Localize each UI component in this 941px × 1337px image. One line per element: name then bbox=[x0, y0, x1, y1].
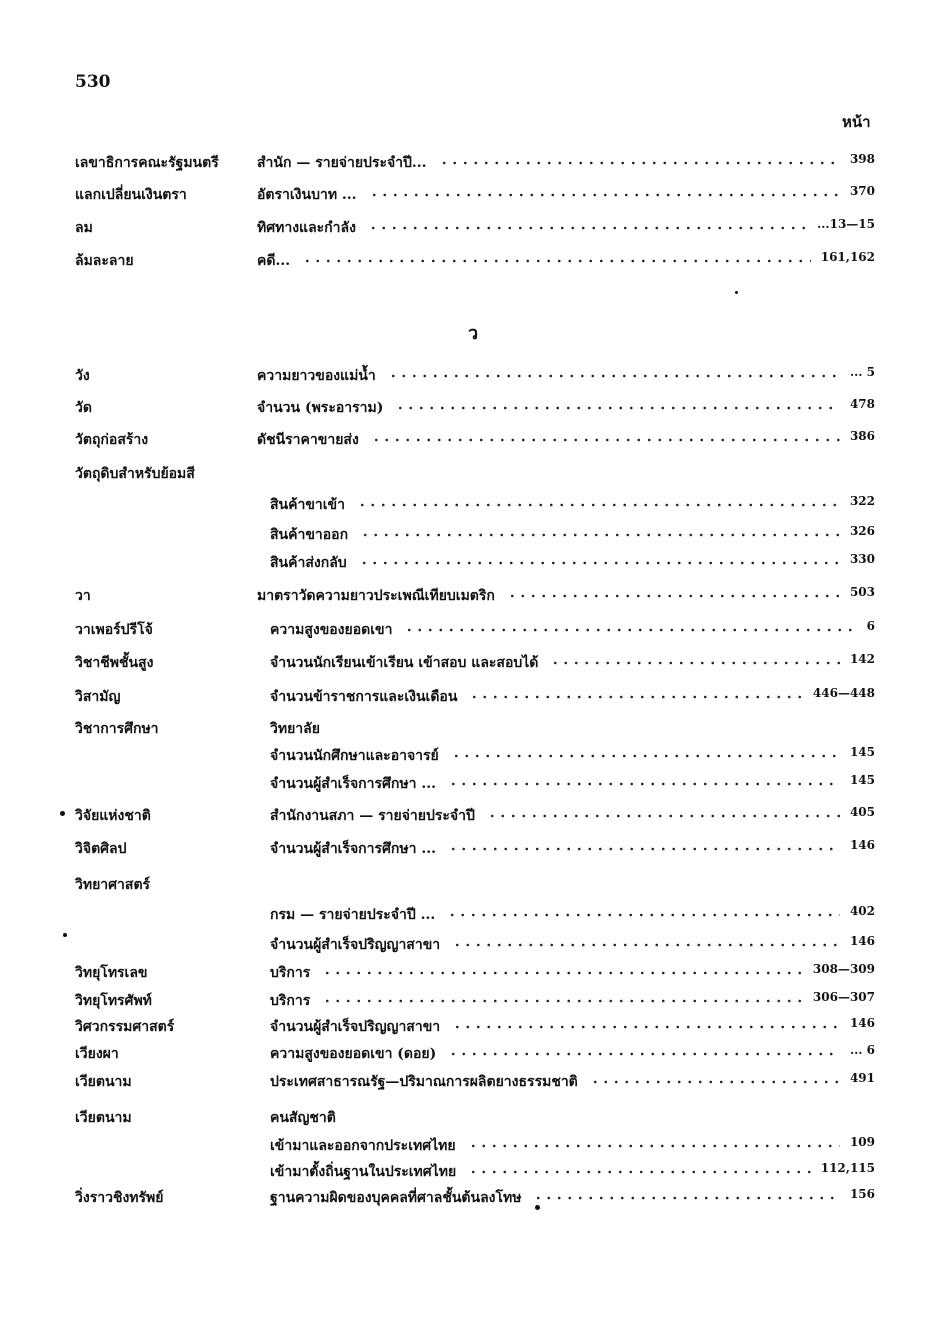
entry-page-ref: 142 bbox=[849, 652, 875, 666]
dot-leader bbox=[448, 847, 840, 851]
entry-page-ref: 402 bbox=[849, 904, 875, 918]
entry-page-ref: 326 bbox=[849, 524, 875, 538]
index-entry bbox=[0, 904, 941, 928]
dot-leader bbox=[590, 1080, 840, 1084]
dot-leader bbox=[360, 533, 840, 537]
index-entry bbox=[0, 1107, 941, 1131]
entry-term: เลขาธิการคณะรัฐมนตรี bbox=[75, 155, 219, 171]
entry-subheading: สำนักงานสภา — รายจ่ายประจำปี bbox=[270, 808, 475, 824]
entry-page-ref: 156 bbox=[849, 1187, 875, 1201]
entry-subheading: จำนวน (พระอาราม) bbox=[257, 400, 384, 416]
entry-subheading: จำนวนผู้สำเร็จปริญญาสาขา bbox=[270, 937, 441, 953]
dot-leader bbox=[322, 999, 803, 1003]
index-entry bbox=[0, 874, 941, 898]
index-entry bbox=[0, 250, 941, 274]
entry-page-ref: ... 6 bbox=[849, 1043, 875, 1057]
index-entry bbox=[0, 152, 941, 176]
entry-term: วิชาชีพชั้นสูง bbox=[75, 655, 154, 671]
dot-leader bbox=[507, 594, 840, 598]
index-entry bbox=[0, 552, 941, 576]
entry-subheading: จำนวนนักเรียนเข้าเรียน เข้าสอบ และสอบได้ bbox=[270, 655, 539, 671]
dot-leader bbox=[468, 1144, 840, 1148]
index-entry bbox=[0, 652, 941, 676]
entry-subheading: เข้ามาตั้งถิ่นฐานในประเทศไทย bbox=[270, 1164, 457, 1180]
entry-page-ref: 146 bbox=[849, 1016, 875, 1030]
index-entry bbox=[0, 217, 941, 241]
dot-leader bbox=[302, 259, 811, 263]
index-entry bbox=[0, 619, 941, 643]
entry-page-ref: ... 5 bbox=[849, 365, 875, 379]
page-number: 530 bbox=[75, 72, 111, 92]
entry-page-ref: 405 bbox=[849, 805, 875, 819]
dot-leader bbox=[487, 814, 840, 818]
entry-page-ref: 112,115 bbox=[820, 1161, 875, 1175]
index-entry bbox=[0, 1043, 941, 1067]
entry-subheading: สินค้าขาเข้า bbox=[270, 497, 345, 513]
entry-page-ref: 370 bbox=[849, 184, 875, 198]
index-entry bbox=[0, 1016, 941, 1040]
entry-subheading: จำนวนนักศึกษาและอาจารย์ bbox=[270, 748, 439, 764]
speck-mark bbox=[735, 291, 738, 294]
index-entry bbox=[0, 365, 941, 389]
index-entry bbox=[0, 990, 941, 1014]
entry-subheading: คนสัญชาติ bbox=[270, 1110, 336, 1126]
entry-page-ref: 161,162 bbox=[820, 250, 875, 264]
index-entry bbox=[0, 429, 941, 453]
entry-subheading: สินค้าขาออก bbox=[270, 527, 349, 543]
bullet-mark bbox=[60, 811, 65, 816]
entry-subheading: จำนวนข้าราชการและเงินเดือน bbox=[270, 689, 458, 705]
entry-subheading: ความยาวของแม่น้ำ bbox=[257, 368, 376, 384]
entry-subheading: มาตราวัดความยาวประเพณีเทียบเมตริก bbox=[257, 588, 495, 604]
index-entry bbox=[0, 1071, 941, 1095]
dot-leader bbox=[533, 1196, 840, 1200]
dot-leader bbox=[468, 1170, 811, 1174]
entry-term: วิจิตศิลป bbox=[75, 841, 127, 857]
entry-term: วิจัยแห่งชาติ bbox=[75, 808, 151, 824]
dot-leader bbox=[448, 1052, 840, 1056]
entry-page-ref: 308—309 bbox=[812, 962, 875, 976]
entry-subheading: จำนวนผู้สำเร็จการศึกษา ... bbox=[270, 776, 436, 792]
entry-term: เวียตนาม bbox=[75, 1110, 132, 1126]
index-entry bbox=[0, 773, 941, 797]
entry-term: วิ่งราวชิงทรัพย์ bbox=[75, 1190, 164, 1206]
dot-leader bbox=[369, 193, 840, 197]
entry-page-ref: 146 bbox=[849, 838, 875, 852]
entry-page-ref: 6 bbox=[866, 619, 875, 633]
entry-subheading: วิทยาลัย bbox=[270, 721, 320, 737]
entry-term: วัตถุดิบสำหรับย้อมสี bbox=[75, 466, 195, 482]
index-entry bbox=[0, 805, 941, 829]
index-entry bbox=[0, 934, 941, 958]
entry-subheading: ความสูงของยอดเขา (ดอย) bbox=[270, 1046, 437, 1062]
dot-leader bbox=[452, 1025, 840, 1029]
entry-page-ref: 146 bbox=[849, 934, 875, 948]
entry-page-ref: 386 bbox=[849, 429, 875, 443]
entry-term: วัง bbox=[75, 368, 90, 384]
index-entry bbox=[0, 463, 941, 487]
entry-term: วิสามัญ bbox=[75, 689, 121, 705]
entry-term: วัตถุก่อสร้าง bbox=[75, 432, 149, 448]
dot-leader bbox=[371, 438, 840, 442]
entry-subheading: บริการ bbox=[270, 993, 311, 1009]
speck-mark bbox=[535, 1205, 540, 1210]
entry-term: เวียงผา bbox=[75, 1046, 119, 1062]
entry-page-ref: 145 bbox=[849, 745, 875, 759]
index-entry bbox=[0, 397, 941, 421]
entry-page-ref: 398 bbox=[849, 152, 875, 166]
dot-leader bbox=[322, 971, 803, 975]
entry-page-ref: 503 bbox=[849, 585, 875, 599]
entry-subheading: ดัชนีราคาขายส่ง bbox=[257, 432, 359, 448]
dot-leader bbox=[469, 695, 803, 699]
index-entry bbox=[0, 1187, 941, 1211]
dot-leader bbox=[357, 503, 840, 507]
dot-leader bbox=[452, 943, 840, 947]
entry-page-ref: 109 bbox=[849, 1135, 875, 1149]
index-entry bbox=[0, 1161, 941, 1185]
entry-term: เวียตนาม bbox=[75, 1074, 132, 1090]
dot-leader bbox=[395, 406, 840, 410]
entry-term: ล้มละลาย bbox=[75, 253, 134, 269]
page-column-label: หน้า bbox=[842, 113, 871, 131]
entry-page-ref: ...13—15 bbox=[817, 217, 875, 231]
index-entry bbox=[0, 745, 941, 769]
entry-term: วัด bbox=[75, 400, 92, 416]
dot-leader bbox=[359, 561, 840, 565]
entry-subheading: เข้ามาและออกจากประเทศไทย bbox=[270, 1138, 456, 1154]
entry-subheading: จำนวนผู้สำเร็จการศึกษา ... bbox=[270, 841, 436, 857]
index-entry bbox=[0, 962, 941, 986]
entry-term: วิทยุโทรศัพท์ bbox=[75, 993, 152, 1009]
entry-page-ref: 145 bbox=[849, 773, 875, 787]
entry-subheading: จำนวนผู้สำเร็จปริญญาสาขา bbox=[270, 1019, 441, 1035]
index-entry bbox=[0, 686, 941, 710]
entry-subheading: ทิศทางและกำลัง bbox=[257, 220, 356, 236]
dot-leader bbox=[451, 754, 840, 758]
index-entry bbox=[0, 1135, 941, 1159]
dot-leader bbox=[439, 161, 840, 165]
entry-subheading: บริการ bbox=[270, 965, 311, 981]
entry-subheading: คดี... bbox=[257, 253, 291, 269]
index-entry bbox=[0, 184, 941, 208]
entry-term: วาเพอร์ปรีโจ้ bbox=[75, 622, 153, 638]
entry-subheading: สำนัก — รายจ่ายประจำปี... bbox=[257, 155, 427, 171]
entry-subheading: กรม — รายจ่ายประจำปี ... bbox=[270, 907, 436, 923]
dot-leader bbox=[448, 782, 840, 786]
dot-leader bbox=[368, 226, 807, 230]
index-entry bbox=[0, 494, 941, 518]
entry-page-ref: 322 bbox=[849, 494, 875, 508]
entry-term: วิชาการศึกษา bbox=[75, 721, 159, 737]
entry-term: วิทยุโทรเลข bbox=[75, 965, 148, 981]
dot-leader bbox=[388, 374, 840, 378]
entry-page-ref: 491 bbox=[849, 1071, 875, 1085]
dot-leader bbox=[550, 661, 840, 665]
entry-term: วา bbox=[75, 588, 91, 604]
dot-leader bbox=[404, 628, 857, 632]
entry-term: วิทยาศาสตร์ bbox=[75, 877, 151, 893]
section-letter: ว bbox=[468, 323, 479, 344]
index-entry bbox=[0, 585, 941, 609]
index-entry bbox=[0, 838, 941, 862]
entry-term: ลม bbox=[75, 220, 93, 236]
entry-subheading: สินค้าส่งกลับ bbox=[270, 555, 347, 571]
entry-subheading: ความสูงของยอดเขา bbox=[270, 622, 393, 638]
index-entry bbox=[0, 524, 941, 548]
entry-page-ref: 330 bbox=[849, 552, 875, 566]
entry-subheading: ฐานความผิดของบุคคลที่ศาลชั้นต้นลงโทษ bbox=[270, 1190, 522, 1206]
entry-term: วิศวกรรมศาสตร์ bbox=[75, 1019, 175, 1035]
index-entry bbox=[0, 718, 941, 742]
bullet-mark bbox=[63, 933, 67, 937]
entry-subheading: อัตราเงินบาท ... bbox=[257, 187, 357, 203]
entry-page-ref: 478 bbox=[849, 397, 875, 411]
entry-subheading: ประเทศสาธารณรัฐ—ปริมาณการผลิตยางธรรมชาติ bbox=[270, 1074, 578, 1090]
entry-term: แลกเปลี่ยนเงินตรา bbox=[75, 187, 187, 203]
dot-leader bbox=[447, 913, 840, 917]
entry-page-ref: 306—307 bbox=[812, 990, 875, 1004]
entry-page-ref: 446—448 bbox=[812, 686, 875, 700]
